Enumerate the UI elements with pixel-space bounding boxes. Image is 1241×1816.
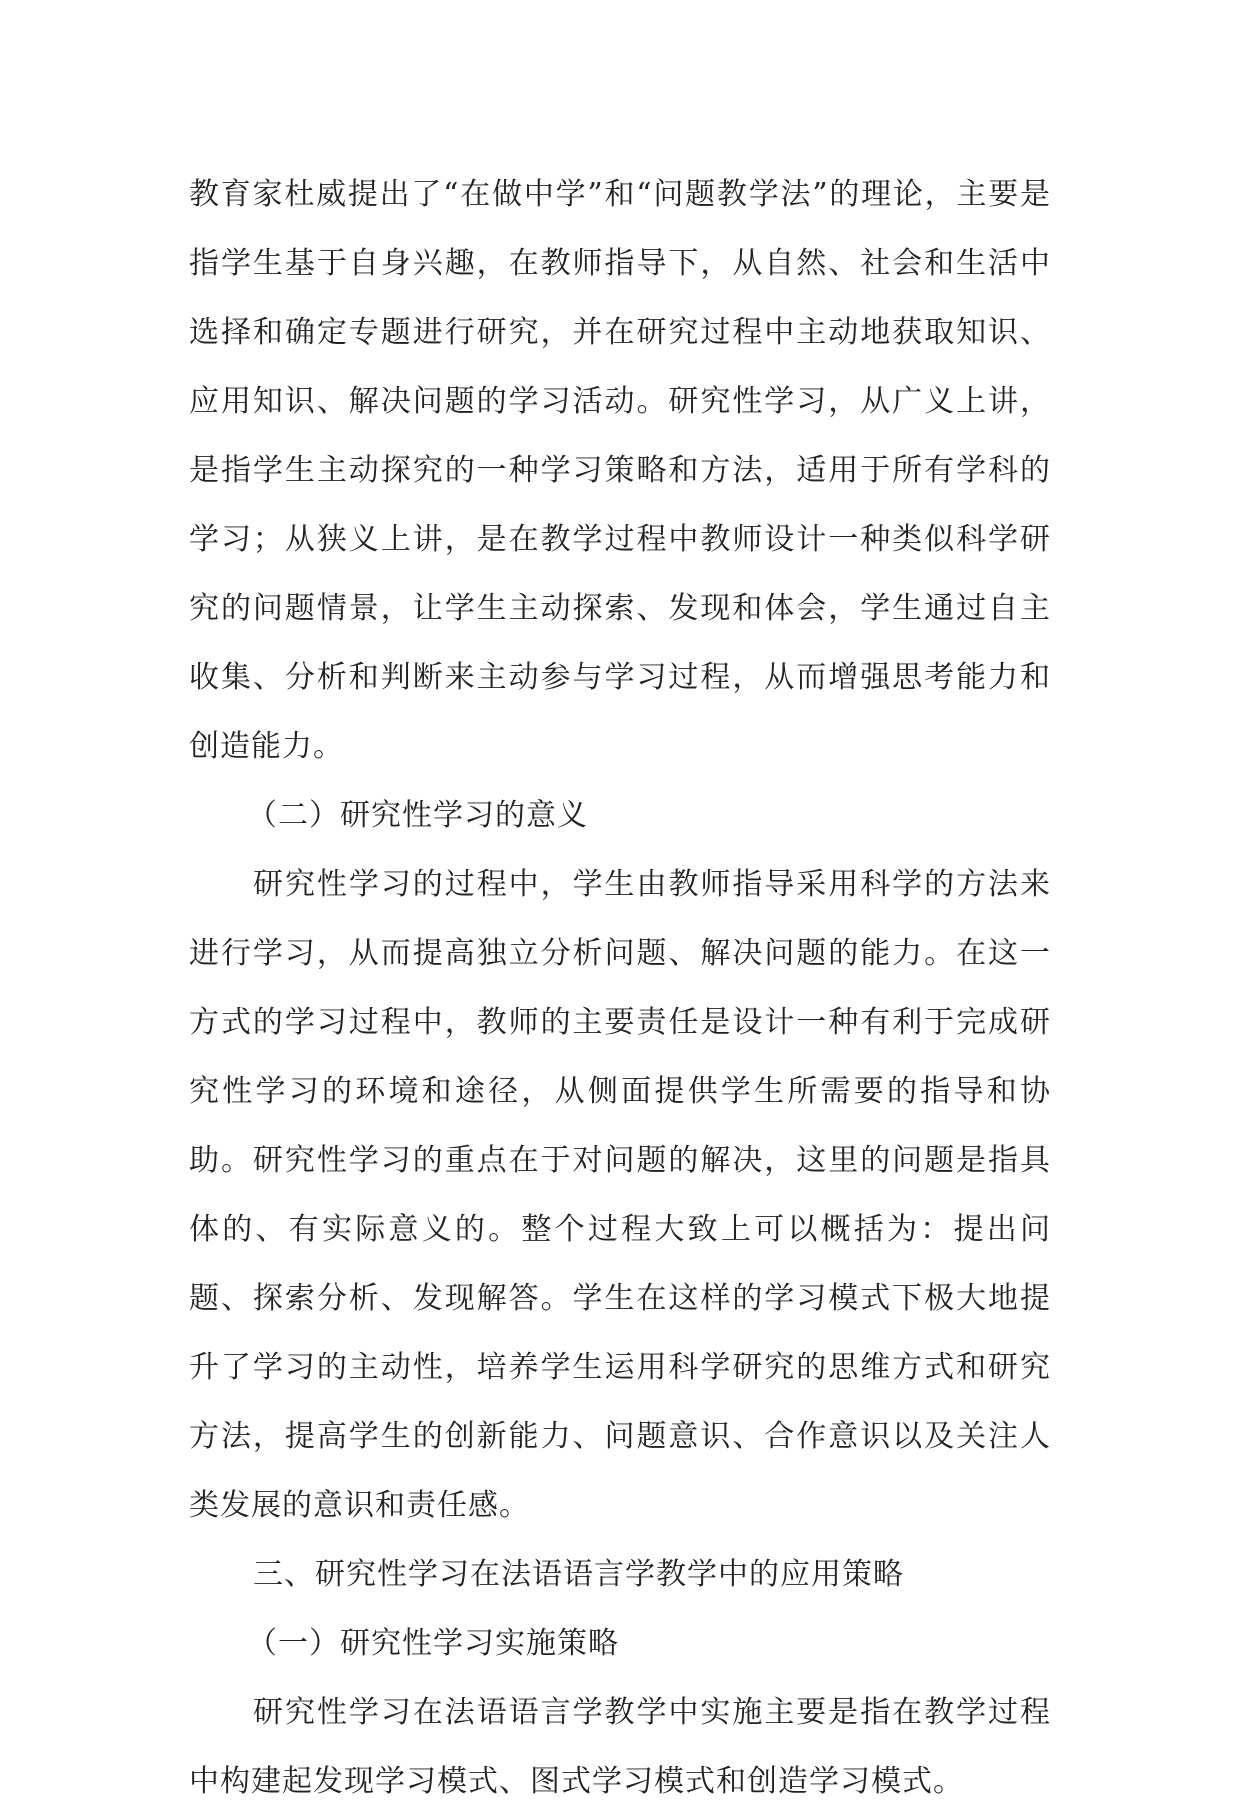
- subheading-implementation-strategy: （一）研究性学习实施策略: [247, 1626, 619, 1661]
- paragraph-significance: 研究性学习的过程中，学生由教师指导采用科学的方法来进行学习，从而提高独立分析问题、解决问题的能力。在这一方式的学习过程中，教师的主要责任是设计一种有利于完成研究性学习的环境和途径，从侧面提供学生所需要的指导和协助。研究性学习的重点在于对问题的解决，这里的问题是指具体的、有实际意义的。整个过程大致上可以概括为：提出问题、探索分析、发现解答。学生在这样的学习模式下极大地提升了学习的主动性，培养学生运用科学研究的思维方式和研究方法，提高学生的创新能力、问题意识、合作意识以及关注人类发展的意识和责任感。: [189, 867, 1051, 1523]
- heading-application-strategy: 三、研究性学习在法语语言学教学中的应用策略: [253, 1557, 904, 1592]
- subheading-significance: （二）研究性学习的意义: [247, 798, 588, 833]
- document-body: [189, 160, 1051, 1816]
- paragraph-implementation: 研究性学习在法语语言学教学中实施主要是指在教学过程中构建起发现学习模式、图式学习模式和创造学习模式。: [189, 1695, 1051, 1799]
- paragraph-dewey-definition: 教育家杜威提出了“在做中学”和“问题教学法”的理论，主要是指学生基于自身兴趣，在教师指导下，从自然、社会和生活中选择和确定专题进行研究，并在研究过程中主动地获取知识、应用知识、解决问题的学习活动。研究性学习，从广义上讲，是指学生主动探究的一种学习策略和方法，适用于所有学科的学习；从狭义上讲，是在教学过程中教师设计一种类似科学研究的问题情景，让学生主动探索、发现和体会，学生通过自主收集、分析和判断来主动参与学习过程，从而增强思考能力和创造能力。: [189, 177, 1051, 764]
